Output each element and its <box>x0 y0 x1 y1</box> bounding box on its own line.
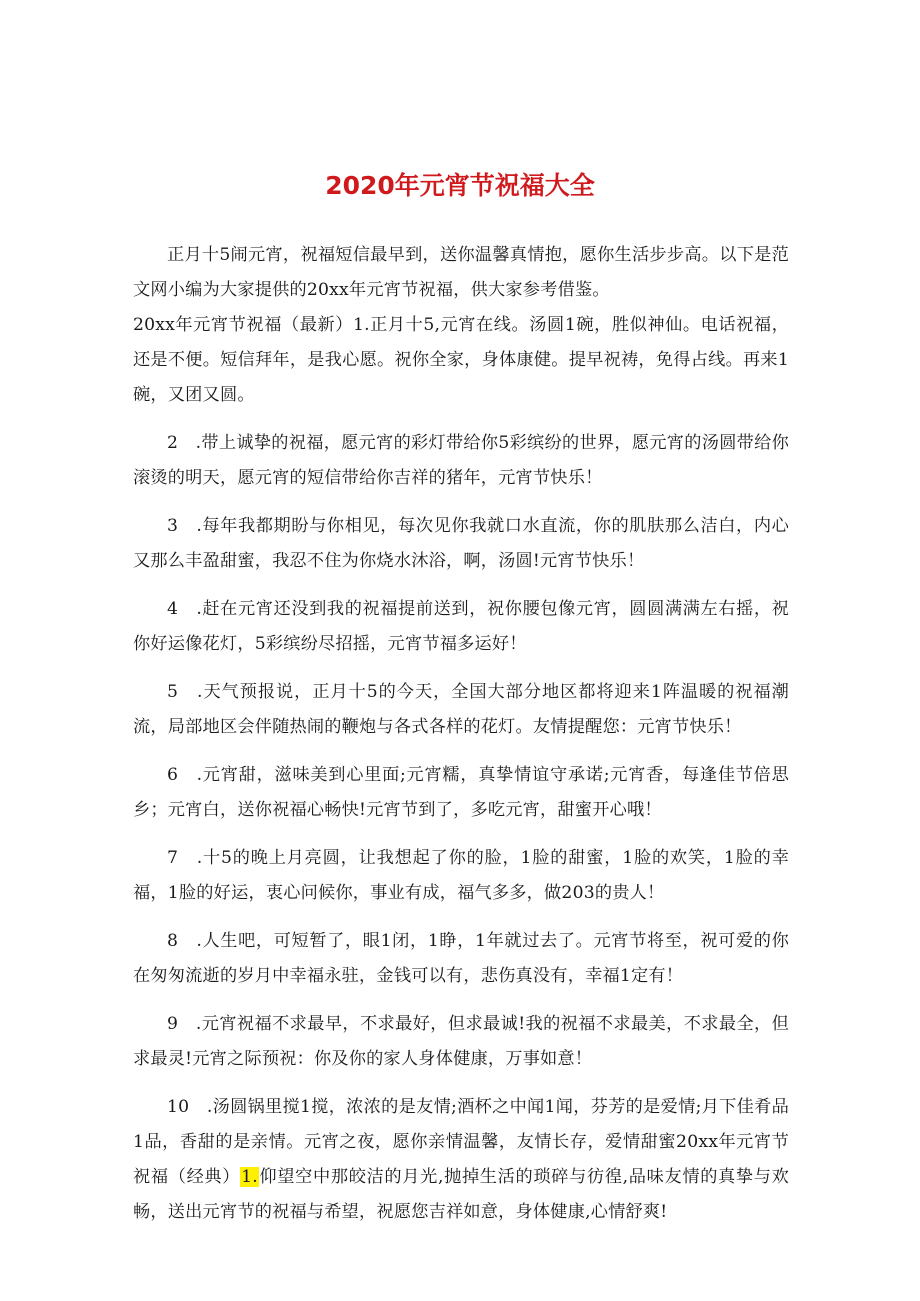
item-10-text: 10 .汤圆锅里搅1搅，浓浓的是友情;酒杯之中闻1闻，芬芳的是爱情;月下佳肴品1品，香甜的是亲情。元宵之夜，愿你亲情温馨，友情长存，爱情甜蜜20xx年元宵节祝福（经典） <box>133 1097 789 1187</box>
page-title: 2020年元宵节祝福大全 <box>325 171 595 200</box>
paragraph-item-9: 9 .元宵祝福不求最早，不求最好，但求最诚!我的祝福不求最美，不求最全，但求最灵!元宵之际预祝：你及你的家人身体健康，万事如意！ <box>133 1014 789 1069</box>
paragraph-item-1: 20xx年元宵节祝福（最新）1.正月十5,元宵在线。汤圆1碗，胜似神仙。电话祝福，还是不便。短信拜年，是我心愿。祝你全家，身体康健。提早祝祷，免得占线。再来1碗，又团又圆。 <box>133 315 789 405</box>
paragraph-item-8: 8 .人生吧，可短暂了，眼1闭，1睁，1年就过去了。元宵节将至，祝可爱的你在匆匆流逝的岁月中幸福永驻，金钱可以有，悲伤真没有，幸福1定有！ <box>133 931 789 986</box>
paragraph-item-10 <box>133 1090 789 1230</box>
intro-paragraph: 正月十5闹元宵，祝福短信最早到，送你温馨真情抱，愿你生活步步高。以下是范文网小编为大家提供的20xx年元宵节祝福，供大家参考借鉴。 <box>133 245 789 300</box>
paragraph-item-5: 5 .天气预报说，正月十5的今天，全国大部分地区都将迎来1阵温暖的祝福潮流，局部地区会伴随热闹的鞭炮与各式各样的花灯。友情提醒您：元宵节快乐！ <box>133 682 789 737</box>
paragraph-item-2: 2 .带上诚挚的祝福，愿元宵的彩灯带给你5彩缤纷的世界，愿元宵的汤圆带给你滚烫的明天，愿元宵的短信带给你吉祥的猪年，元宵节快乐！ <box>133 433 789 488</box>
highlighted-number: 1. <box>241 1167 258 1187</box>
document-body <box>133 238 789 1243</box>
paragraph-item-4: 4 .赶在元宵还没到我的祝福提前送到，祝你腰包像元宵，圆圆满满左右摇，祝你好运像花灯，5彩缤纷尽招摇，元宵节福多运好！ <box>133 599 789 654</box>
paragraph-item-6: 6 .元宵甜，滋味美到心里面;元宵糯，真挚情谊守承诺;元宵香，每逢佳节倍思乡；元宵白，送你祝福心畅快!元宵节到了，多吃元宵，甜蜜开心哦！ <box>133 765 789 820</box>
paragraph-item-7: 7 .十5的晚上月亮圆，让我想起了你的脸，1脸的甜蜜，1脸的欢笑，1脸的幸福，1脸的好运，衷心问候你，事业有成，福气多多，做203的贵人！ <box>133 848 789 903</box>
item-10-continuation: 仰望空中那皎洁的月光,抛掉生活的琐碎与彷徨,品味友情的真挚与欢畅，送出元宵节的祝福与希望，祝愿您吉祥如意，身体健康,心情舒爽! <box>133 1167 789 1222</box>
paragraph-item-3: 3 .每年我都期盼与你相见，每次见你我就口水直流，你的肌肤那么洁白，内心又那么丰盈甜蜜，我忍不住为你烧水沐浴，啊，汤圆!元宵节快乐！ <box>133 516 789 571</box>
